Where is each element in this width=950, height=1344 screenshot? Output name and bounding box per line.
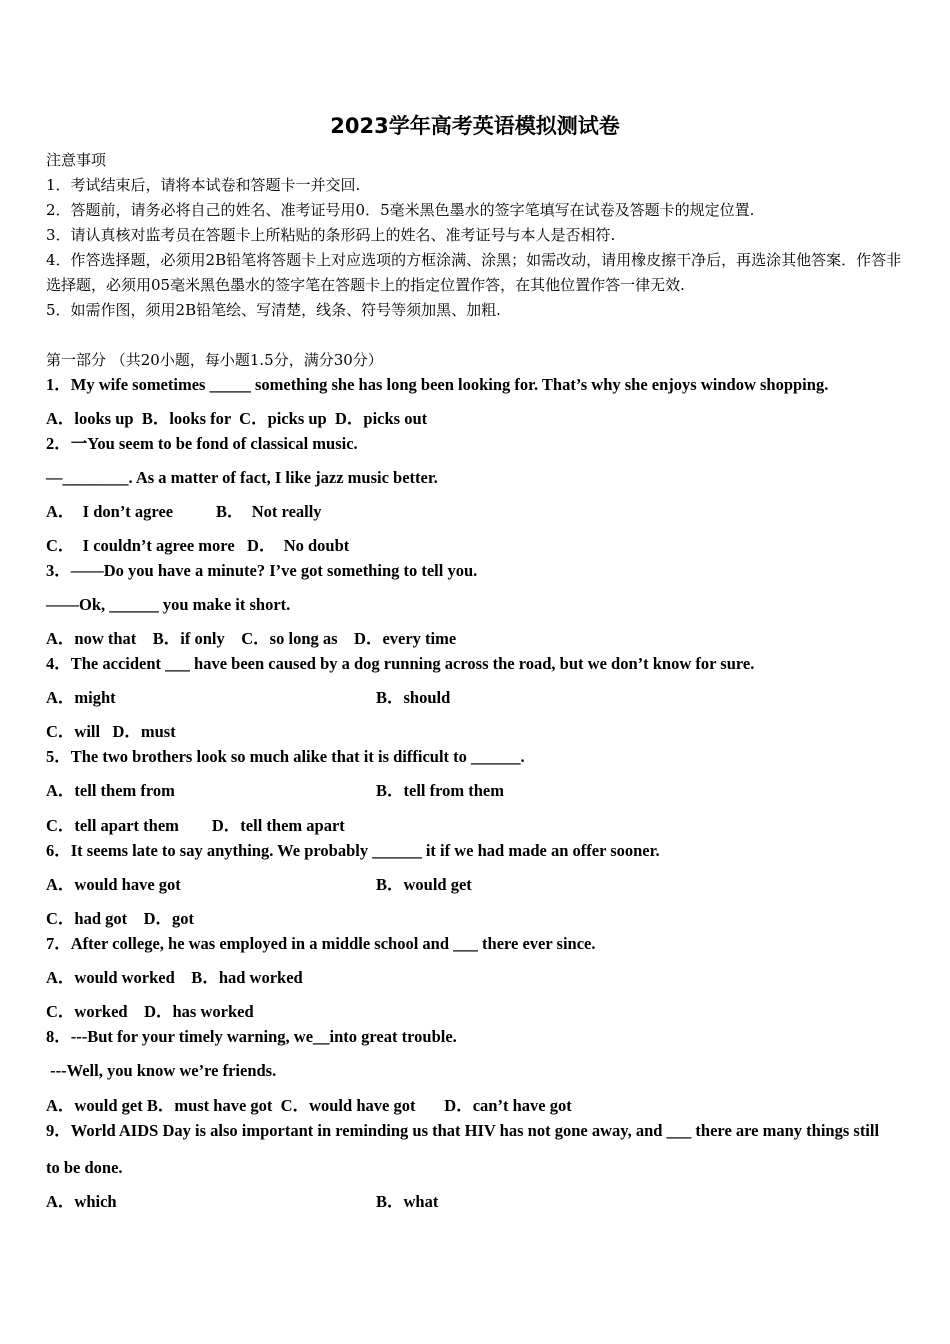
question-9-option-b: B．what: [376, 1192, 439, 1211]
question-3-stem: 3．——Do you have a minute? I’ve got something to tell you.: [46, 561, 478, 580]
question-4-option-a: A．might: [46, 688, 116, 707]
question-2-option-a: A． I don’t agree: [46, 502, 174, 521]
question-7-options-cd: C．worked D．has worked: [46, 1002, 254, 1021]
notice-item-2: 2．答题前，请务必将自己的姓名、准考证号用0．5毫米黑色墨水的签字笔填写在试卷及答题卡的规定位置.: [46, 201, 755, 219]
question-2-options-cd: C． I couldn’t agree more D． No doubt: [46, 536, 350, 555]
question-9-stem-continued: to be done.: [46, 1158, 123, 1177]
question-5-options-cd: C．tell apart them D．tell them apart: [46, 816, 345, 835]
question-5-option-b: B．tell from them: [376, 781, 504, 800]
question-6-option-b: B．would get: [376, 875, 472, 894]
question-2-stem: 2．一You seem to be fond of classical music.: [46, 434, 358, 453]
question-4-option-b: B．should: [376, 688, 451, 707]
question-7-options-ab: A．would worked B．had worked: [46, 968, 303, 987]
question-1-stem: 1．My wife sometimes _____ something she has long been looking for. That’s why she enjoys window shopping.: [46, 375, 829, 394]
notice-item-1: 1．考试结束后，请将本试卷和答题卡一并交回.: [46, 176, 361, 194]
question-2-reply: —________. As a matter of fact, I like jazz music better.: [46, 468, 438, 487]
question-9-option-a: A．which: [46, 1192, 117, 1211]
question-9-stem: 9．World AIDS Day is also important in reminding us that HIV has not gone away, and ___ there are many things still: [46, 1121, 880, 1140]
question-5-option-a: A．tell them from: [46, 781, 175, 800]
question-3-reply: ——Ok, ______ you make it short.: [46, 595, 291, 614]
question-4-options-cd: C．will D．must: [46, 722, 176, 741]
question-3-options: A．now that B．if only C．so long as D．every time: [46, 629, 457, 648]
notice-item-5: 5．如需作图，须用2B铅笔绘、写清楚，线条、符号等须加黑、加粗.: [46, 301, 501, 319]
question-6-option-a: A．would have got: [46, 875, 181, 894]
question-7-stem: 7．After college, he was employed in a middle school and ___ there ever since.: [46, 934, 596, 953]
question-8-stem: 8．---But for your timely warning, we__into great trouble.: [46, 1027, 457, 1046]
section-heading: 第一部分 （共20小题，每小题1.5分，满分30分）: [46, 351, 383, 369]
question-8-reply: ---Well, you know we’re friends.: [46, 1061, 277, 1080]
exam-title: 2023学年高考英语模拟测试卷: [330, 114, 620, 138]
question-5-stem: 5．The two brothers look so much alike that it is difficult to ______.: [46, 747, 525, 766]
notice-item-4: 4．作答选择题，必须用2B铅笔将答题卡上对应选项的方框涂满、涂黑；如需改动，请用橡皮擦干净后，再选涂其他答案．作答非选择题，必须用05毫米黑色墨水的签字笔在答题卡上的指定位置作答，在其他位置作答一律无效.: [46, 251, 902, 294]
notice-item-3: 3．请认真核对监考员在答题卡上所粘贴的条形码上的姓名、准考证号与本人是否相符.: [46, 226, 616, 244]
question-4-stem: 4．The accident ___ have been caused by a dog running across the road, but we don’t know for sure.: [46, 654, 755, 673]
question-2-option-b: B． Not really: [216, 502, 322, 521]
question-6-options-cd: C．had got D．got: [46, 909, 195, 928]
question-1-options: A．looks up B．looks for C．picks up D．picks out: [46, 409, 428, 428]
question-8-options: A．would get B．must have got C．would have got D．can’t have got: [46, 1096, 572, 1115]
notice-heading: 注意事项: [46, 151, 107, 169]
question-6-stem: 6．It seems late to say anything. We probably ______ it if we had made an offer sooner.: [46, 841, 660, 860]
